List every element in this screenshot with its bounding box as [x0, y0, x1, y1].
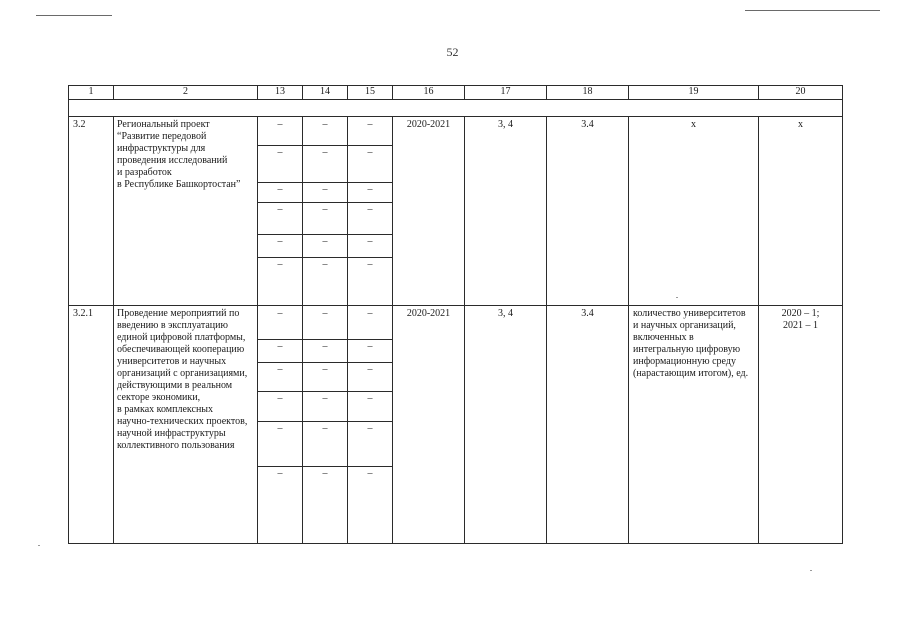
dash-value: –: [367, 308, 373, 319]
row-id-cell: [69, 117, 114, 306]
sub-row-divider: [258, 421, 302, 422]
sub-row-divider: [348, 182, 392, 183]
col14-cell: [303, 306, 348, 544]
dash-value: –: [277, 259, 283, 270]
dash-value: –: [277, 119, 283, 130]
sub-row-divider: [258, 234, 302, 235]
sub-row-divider: [303, 257, 347, 258]
dash-value: –: [322, 468, 328, 479]
dash-value: –: [277, 147, 283, 158]
sub-row-divider: [258, 257, 302, 258]
sub-row-divider: [303, 362, 347, 363]
header-cell: 19: [629, 86, 759, 100]
col15-cell: [348, 306, 393, 544]
dash-value: –: [322, 236, 328, 247]
top-right-rule: [745, 10, 880, 11]
period-cell: [393, 306, 465, 544]
header-cell: 1: [69, 86, 114, 100]
spacer-row: [69, 100, 843, 117]
dash-stack: [348, 117, 392, 305]
dash-value: –: [367, 184, 373, 195]
dash-stack: [348, 306, 392, 543]
page-number: 52: [446, 45, 459, 59]
row-id-cell: [69, 306, 114, 544]
dash-value: –: [367, 204, 373, 215]
sub-row-divider: [303, 145, 347, 146]
col18-value: 3.4: [581, 119, 594, 130]
dash-value: –: [322, 393, 328, 404]
scan-speck: [38, 545, 40, 546]
sub-row-divider: [303, 202, 347, 203]
header-cell: 17: [465, 86, 547, 100]
dash-value: –: [322, 259, 328, 270]
col19-value: х: [691, 119, 696, 130]
sub-row-divider: [348, 362, 392, 363]
col13-cell: [258, 306, 303, 544]
dash-value: –: [322, 204, 328, 215]
sub-row-divider: [348, 257, 392, 258]
col19-value: количество университетов и научных организаций, включенных в интегральную цифровую информационную среду (нарастающим итогом), ед.: [633, 308, 749, 379]
dash-value: –: [367, 364, 373, 375]
dash-value: –: [277, 308, 283, 319]
dash-value: –: [367, 259, 373, 270]
header-cell: 18: [547, 86, 629, 100]
dash-value: –: [277, 184, 283, 195]
col18-value: 3.4: [581, 308, 594, 319]
table-row: [69, 306, 843, 544]
col17-value: 3, 4: [498, 308, 513, 319]
dash-stack: [303, 306, 347, 543]
col20-cell: [759, 117, 843, 306]
sub-row-divider: [258, 391, 302, 392]
sub-row-divider: [258, 362, 302, 363]
sub-row-divider: [303, 466, 347, 467]
spacer-cell: [69, 100, 843, 117]
col18-cell: [547, 117, 629, 306]
col20-cell: [759, 306, 843, 544]
sub-row-divider: [303, 339, 347, 340]
row-name-cell: [114, 306, 258, 544]
dash-value: –: [277, 468, 283, 479]
sub-row-divider: [348, 466, 392, 467]
col15-cell: [348, 117, 393, 306]
header-cell: 13: [258, 86, 303, 100]
dash-stack: [258, 117, 302, 305]
dash-value: –: [322, 341, 328, 352]
row-id: 3.2: [73, 119, 86, 130]
sub-row-divider: [303, 421, 347, 422]
period-cell: [393, 117, 465, 306]
table-row: [69, 117, 843, 306]
header-cell: 20: [759, 86, 843, 100]
col19-cell: [629, 117, 759, 306]
dash-value: –: [367, 341, 373, 352]
dash-stack: [258, 306, 302, 543]
sub-row-divider: [258, 339, 302, 340]
dash-value: –: [367, 236, 373, 247]
sub-row-divider: [303, 234, 347, 235]
dash-value: –: [277, 393, 283, 404]
header-row: [69, 86, 843, 100]
period: 2020-2021: [406, 119, 451, 130]
sub-row-divider: [258, 466, 302, 467]
dash-value: –: [277, 204, 283, 215]
top-left-rule: [36, 15, 112, 16]
scan-speck: [676, 297, 678, 298]
dash-value: –: [322, 184, 328, 195]
sub-row-divider: [348, 202, 392, 203]
dash-value: –: [277, 236, 283, 247]
sub-row-divider: [258, 202, 302, 203]
sub-row-divider: [303, 391, 347, 392]
period: 2020-2021: [406, 308, 451, 319]
dash-value: –: [277, 341, 283, 352]
sub-row-divider: [348, 421, 392, 422]
col17-value: 3, 4: [498, 119, 513, 130]
col17-cell: [465, 117, 547, 306]
sub-row-divider: [258, 182, 302, 183]
col17-cell: [465, 306, 547, 544]
sub-row-divider: [303, 182, 347, 183]
dash-value: –: [322, 119, 328, 130]
dash-value: –: [322, 364, 328, 375]
plan-table: [68, 85, 843, 544]
sub-row-divider: [348, 391, 392, 392]
dash-value: –: [367, 119, 373, 130]
sub-row-divider: [348, 145, 392, 146]
dash-value: –: [277, 364, 283, 375]
row-name: Проведение мероприятий по введению в эксплуатацию единой цифровой платформы, обеспечивающей кооперацию университетов и научных организаций с организациями, действующими в реальном секторе экономики, в рамках комплексных научно-технических проектов, научной инфраструктуры коллективного пользования: [117, 308, 248, 451]
col14-cell: [303, 117, 348, 306]
sub-row-divider: [348, 339, 392, 340]
sub-row-divider: [348, 234, 392, 235]
row-name-cell: [114, 117, 258, 306]
scan-speck: [810, 570, 812, 571]
header-cell: 2: [114, 86, 258, 100]
dash-stack: [303, 117, 347, 305]
sub-row-divider: [258, 145, 302, 146]
col20-value: х: [798, 119, 803, 130]
dash-value: –: [367, 393, 373, 404]
col18-cell: [547, 306, 629, 544]
dash-value: –: [277, 423, 283, 434]
dash-value: –: [322, 147, 328, 158]
header-cell: 14: [303, 86, 348, 100]
dash-value: –: [322, 423, 328, 434]
col20-value: 2020 – 1; 2021 – 1: [781, 308, 820, 331]
dash-value: –: [322, 308, 328, 319]
dash-value: –: [367, 147, 373, 158]
col13-cell: [258, 117, 303, 306]
col19-cell: [629, 306, 759, 544]
dash-value: –: [367, 423, 373, 434]
row-id: 3.2.1: [73, 308, 93, 319]
header-cell: 16: [393, 86, 465, 100]
header-cell: 15: [348, 86, 393, 100]
dash-value: –: [367, 468, 373, 479]
row-name: Региональный проект “Развитие передовой инфраструктуры для проведения исследований и разработок в Республике Башкортостан”: [117, 119, 241, 190]
